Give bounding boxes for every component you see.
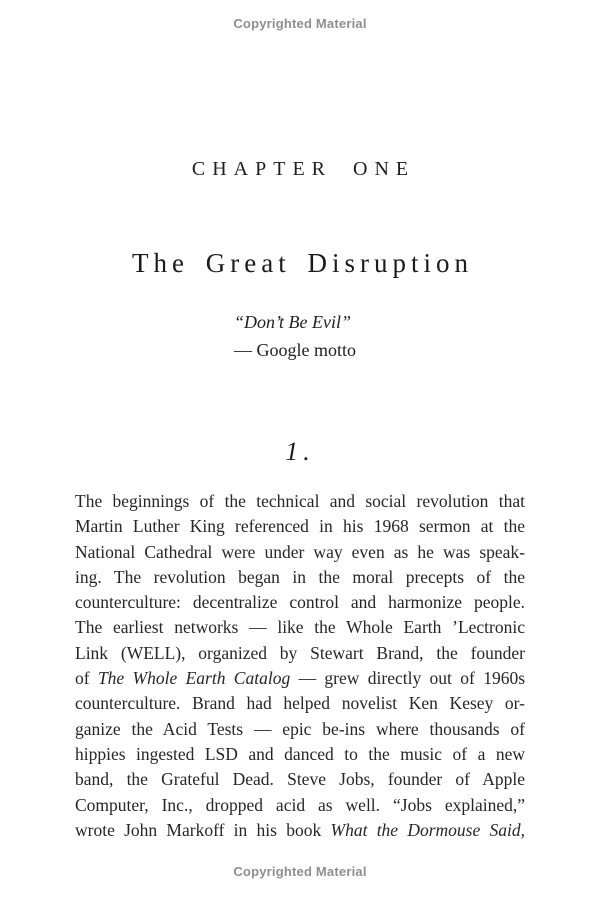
copyright-notice-bottom: Copyrighted Material xyxy=(233,864,367,879)
body-text-line: band, the Grateful Dead. Steve Jobs, founder of Apple xyxy=(75,769,525,790)
body-text-line: Martin Luther King referenced in his 1968 sermon at the xyxy=(75,516,525,537)
body-text-line: Computer, Inc., dropped acid as well. “Jobs explained,” xyxy=(75,794,525,815)
body-text-line: of The Whole Earth Catalog — grew directly out of 1960s xyxy=(75,668,525,689)
body-text-line: ganize the Acid Tests — epic be-ins where thousands of xyxy=(75,718,525,739)
epigraph xyxy=(234,308,356,364)
body-text-line: counterculture: decentralize control and harmonize people. xyxy=(75,592,525,613)
body-text-line: National Cathedral were under way even as he was speak- xyxy=(75,541,525,562)
body-text-line: The earliest networks — like the Whole Earth ’Lectronic xyxy=(75,617,525,638)
section-number: 1. xyxy=(285,437,315,466)
epigraph-attribution: — Google motto xyxy=(234,340,356,360)
body-text-line: wrote John Markoff in his book What the Dormouse Said, xyxy=(75,819,525,840)
body-text-line: counterculture. Brand had helped novelist Ken Kesey or- xyxy=(75,693,525,714)
body-text-line: Link (WELL), organized by Stewart Brand, the founder xyxy=(75,642,525,663)
body-text-line: The beginnings of the technical and social revolution that xyxy=(75,491,525,511)
body-text-line: hippies ingested LSD and danced to the music of a new xyxy=(75,743,525,764)
body-text-line: ing. The revolution began in the moral precepts of the xyxy=(75,566,525,587)
copyright-notice-top: Copyrighted Material xyxy=(233,16,367,31)
body-paragraph xyxy=(75,489,525,843)
chapter-heading: CHAPTER ONE xyxy=(191,158,416,180)
epigraph-quote: “Don’t Be Evil” xyxy=(234,312,351,332)
chapter-title: The Great Disruption xyxy=(132,248,473,278)
